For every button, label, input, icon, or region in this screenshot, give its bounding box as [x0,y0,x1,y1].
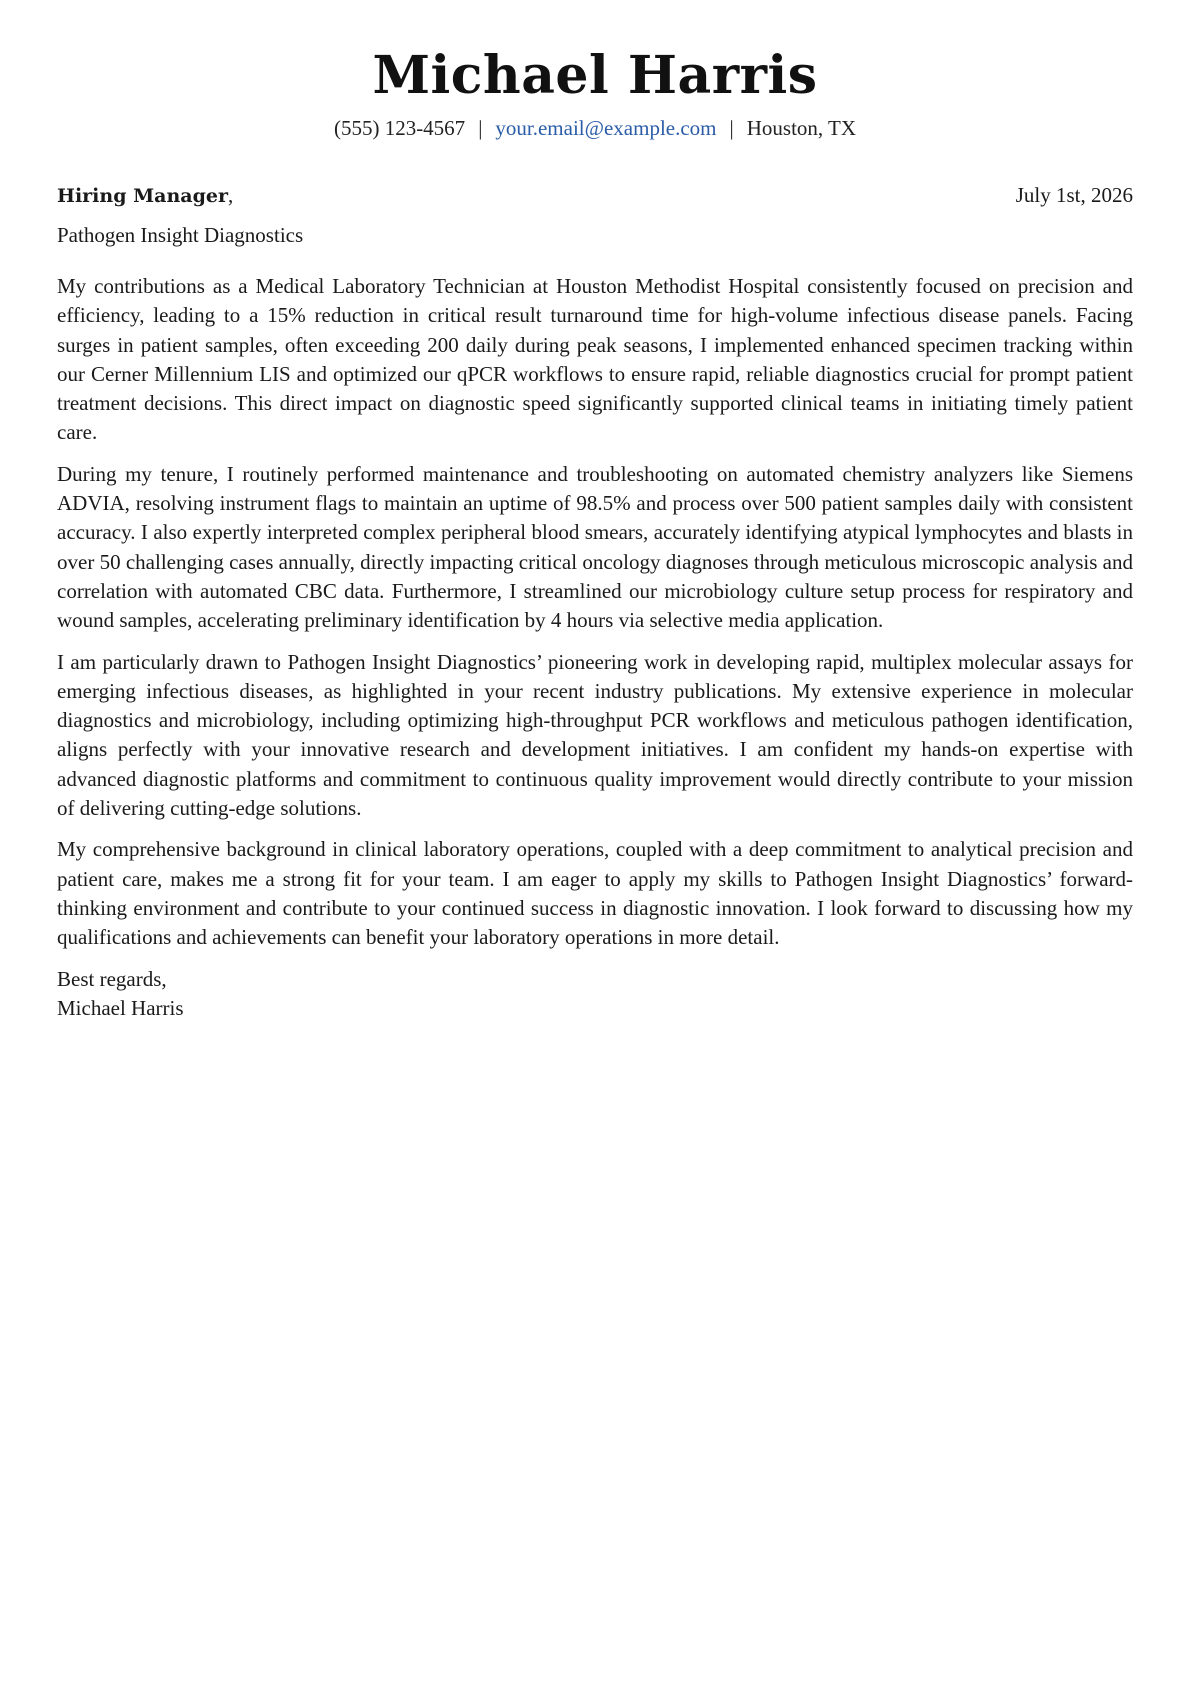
recipient-company: Pathogen Insight Diagnostics [57,223,304,247]
recipient-name-bold: Hiring Manager [57,185,228,207]
letter-closing [57,965,1133,1023]
contact-line [57,114,1133,142]
phone-number: (555) 123-4567 [333,116,466,140]
contact-separator: | [478,116,483,140]
letter-date: July 1st, 2026 [1015,183,1133,207]
closing-signature: Michael Harris [57,995,184,1020]
closing-salutation: Best regards, [57,966,167,991]
letter-header [57,0,1133,142]
recipient-name [57,180,233,211]
contact-separator: | [729,116,734,140]
body-paragraph: My contributions as a Medical Laboratory Technician at Houston Methodist Hospital consistently focused on precision and efficiency, leading to a 15% reduction in critical result turnaround time for high-volume infectious disease panels. Facing surges in patient samples, often exceeding 200 daily during peak seasons, I implemented enhanced specimen tracking within our Cerner Millennium LIS and optimized our qPCR workflows to ensure rapid, reliable diagnostics crucial for prompt patient treatment decisions. This direct impact on diagnostic speed significantly supported clinical teams in initiating timely patient care. [57,274,1133,445]
letter-body [57,272,1133,953]
body-paragraph: I am particularly drawn to Pathogen Insight Diagnostics’ pioneering work in developing rapid, multiplex molecular assays for emerging infectious diseases, as highlighted in your recent industry publications. My extensive experience in molecular diagnostics and microbiology, including optimizing high-throughput PCR workflows and meticulous pathogen identification, aligns perfectly with your innovative research and development initiatives. I am confident my hands-on expertise with advanced diagnostic platforms and commitment to continuous quality improvement would directly contribute to your mission of delivering cutting-edge solutions. [57,649,1133,821]
location: Houston, TX [746,116,857,140]
cover-letter-page [57,0,1133,1023]
recipient-name-suffix: , [227,183,234,207]
body-paragraph: During my tenure, I routinely performed maintenance and troubleshooting on automated chemistry analyzers like Siemens ADVIA, resolving instrument flags to maintain an uptime of 98.5% and process over 500 patient samples daily with consistent accuracy. I also expertly interpreted complex peripheral blood smears, accurately identifying atypical lymphocytes and blasts in over 50 challenging cases annually, directly impacting critical oncology diagnoses through meticulous microscopic analysis and correlation with automated CBC data. Furthermore, I streamlined our microbiology culture setup process for respiratory and wound samples, accelerating preliminary identification by 4 hours via selective media application. [57,461,1133,633]
email-link[interactable]: your.email@example.com [495,116,717,140]
applicant-name: Michael Harris [372,45,818,106]
body-paragraph: My comprehensive background in clinical laboratory operations, coupled with a deep commitment to analytical precision and patient care, makes me a strong fit for your team. I am eager to apply my skills to Pathogen Insight Diagnostics’ forward-thinking environment and contribute to your continued success in diagnostic innovation. I look forward to discussing how my qualifications and achievements can benefit your laboratory operations in more detail. [57,837,1133,950]
recipient-row [57,180,1133,210]
